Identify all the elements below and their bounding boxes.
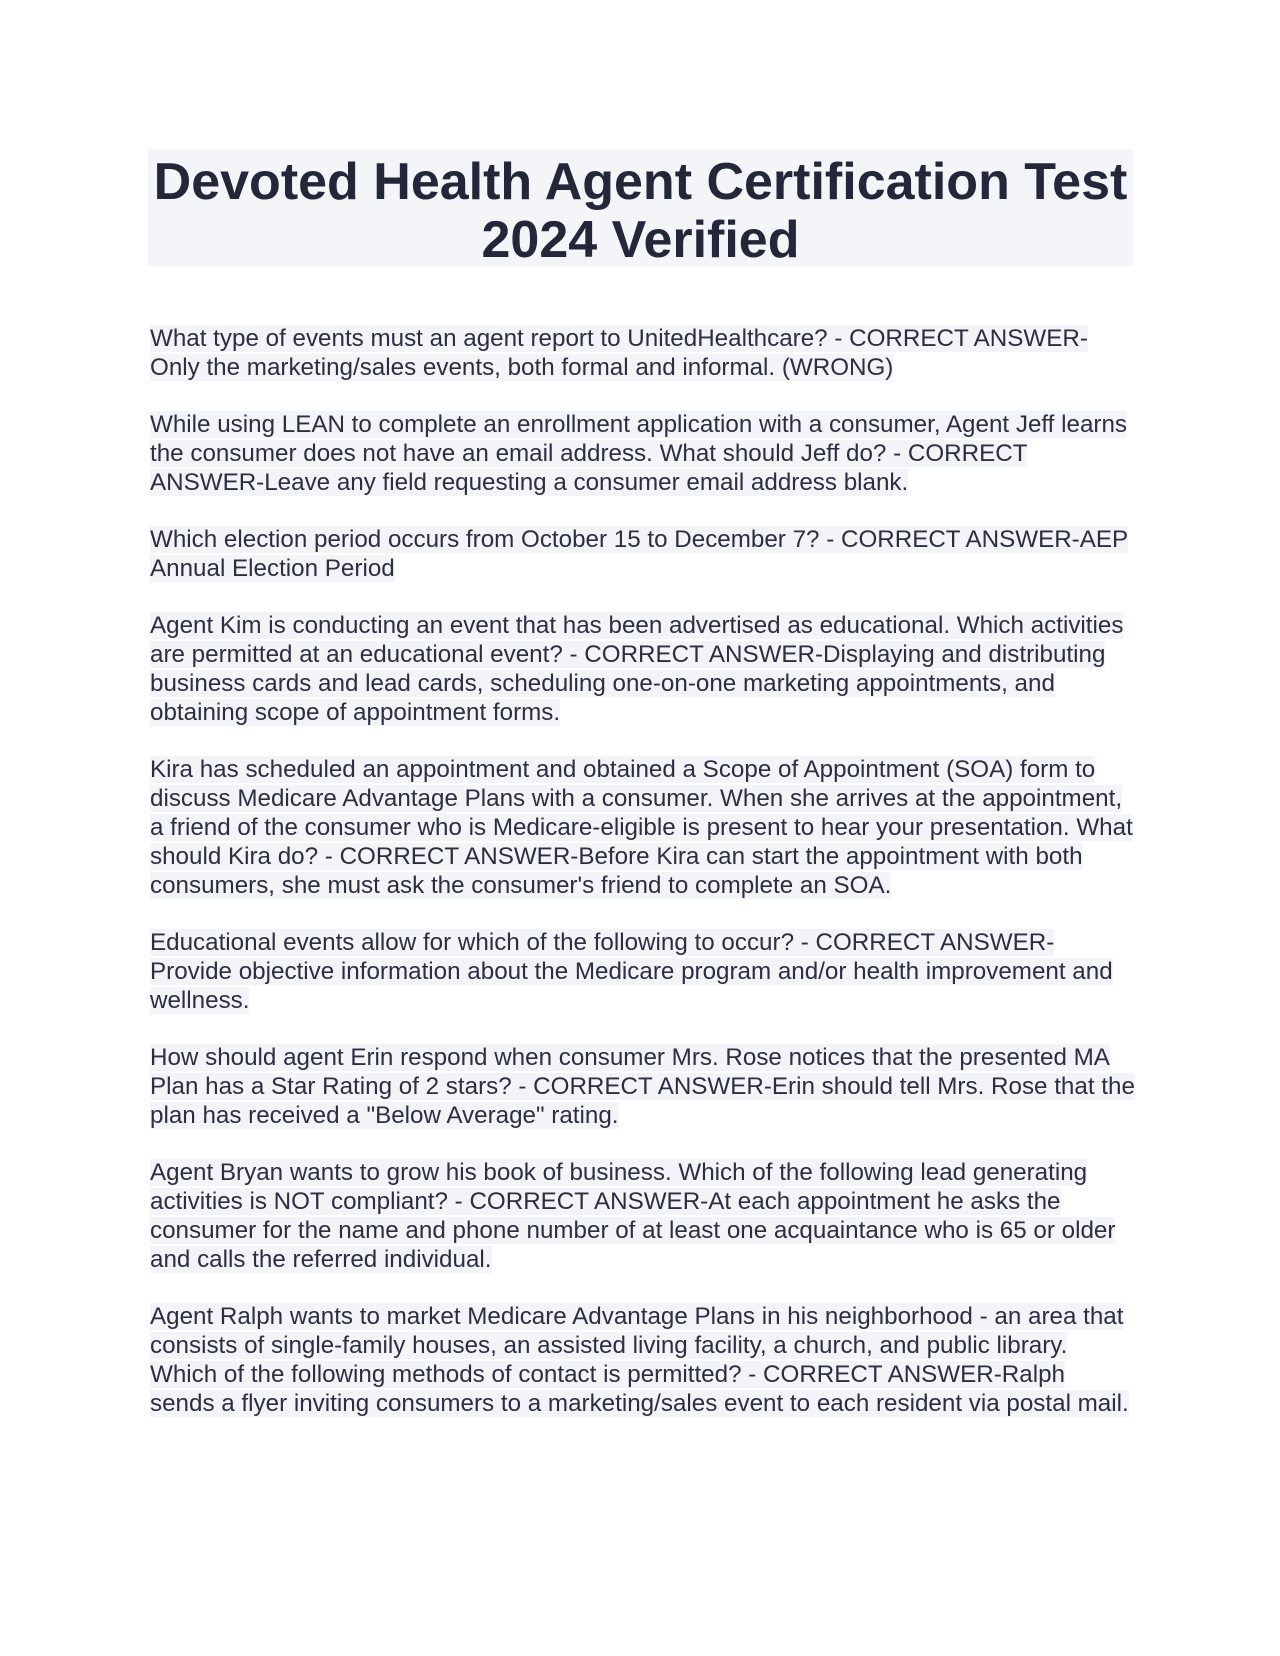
qa-item-text: How should agent Erin respond when consumer Mrs. Rose notices that the presented MA Plan has a Star Rating of 2 stars? - CORRECT ANSWER-Erin should tell Mrs. Rose that the plan has received a "Below Average" rating. bbox=[150, 1044, 1135, 1129]
page-title: Devoted Health Agent Certification Test 2024 Verified bbox=[153, 153, 1128, 269]
qa-item-9 bbox=[150, 1302, 1135, 1418]
qa-item-text: Kira has scheduled an appointment and obtained a Scope of Appointment (SOA) form to discuss Medicare Advantage Plans with a consumer. When she arrives at the appointment, a friend of the consumer who is Medicare-eligible is present to hear your presentation. What should Kira do? - CORRECT ANSWER-Before Kira can start the appointment with both consumers, she must ask the consumer's friend to complete an SOA. bbox=[150, 756, 1133, 899]
qa-item-text: Which election period occurs from October 15 to December 7? - CORRECT ANSWER-AEP Annual Election Period bbox=[150, 526, 1129, 582]
qa-item-text: What type of events must an agent report to UnitedHealthcare? - CORRECT ANSWER-Only the marketing/sales events, both formal and informal. (WRONG) bbox=[150, 325, 1088, 381]
qa-item-4 bbox=[150, 611, 1135, 727]
qa-item-text: Agent Bryan wants to grow his book of business. Which of the following lead generating activities is NOT compliant? - CORRECT ANSWER-At each appointment he asks the consumer for the name and phone number of at least one acquaintance who is 65 or older and calls the referred individual. bbox=[150, 1159, 1116, 1273]
title-banner bbox=[148, 149, 1133, 269]
qa-item-3 bbox=[150, 525, 1135, 583]
qa-item-5 bbox=[150, 755, 1135, 900]
qa-item-text: Educational events allow for which of the following to occur? - CORRECT ANSWER-Provide objective information about the Medicare program and/or health improvement and wellness. bbox=[150, 929, 1113, 1014]
qa-item-text: While using LEAN to complete an enrollment application with a consumer, Agent Jeff learns the consumer does not have an email address. What should Jeff do? - CORRECT ANSWER-Leave any field requesting a consumer email address blank. bbox=[150, 411, 1127, 496]
qa-item-text: Agent Kim is conducting an event that has been advertised as educational. Which activities are permitted at an educational event? - CORRECT ANSWER-Displaying and distributing business cards and lead cards, scheduling one-on-one marketing appointments, and obtaining scope of appointment forms. bbox=[150, 612, 1124, 726]
qa-item-1 bbox=[150, 324, 1135, 382]
qa-item-6 bbox=[150, 928, 1135, 1015]
qa-item-text: Agent Ralph wants to market Medicare Advantage Plans in his neighborhood - an area that consists of single-family houses, an assisted living facility, a church, and public library. Which of the following methods of contact is permitted? - CORRECT ANSWER-Ralph sends a flyer inviting consumers to a marketing/sales event to each resident via postal mail. bbox=[150, 1303, 1129, 1417]
qa-item-2 bbox=[150, 410, 1135, 497]
qa-item-8 bbox=[150, 1158, 1135, 1274]
question-answer-list bbox=[150, 324, 1135, 1446]
qa-item-7 bbox=[150, 1043, 1135, 1130]
